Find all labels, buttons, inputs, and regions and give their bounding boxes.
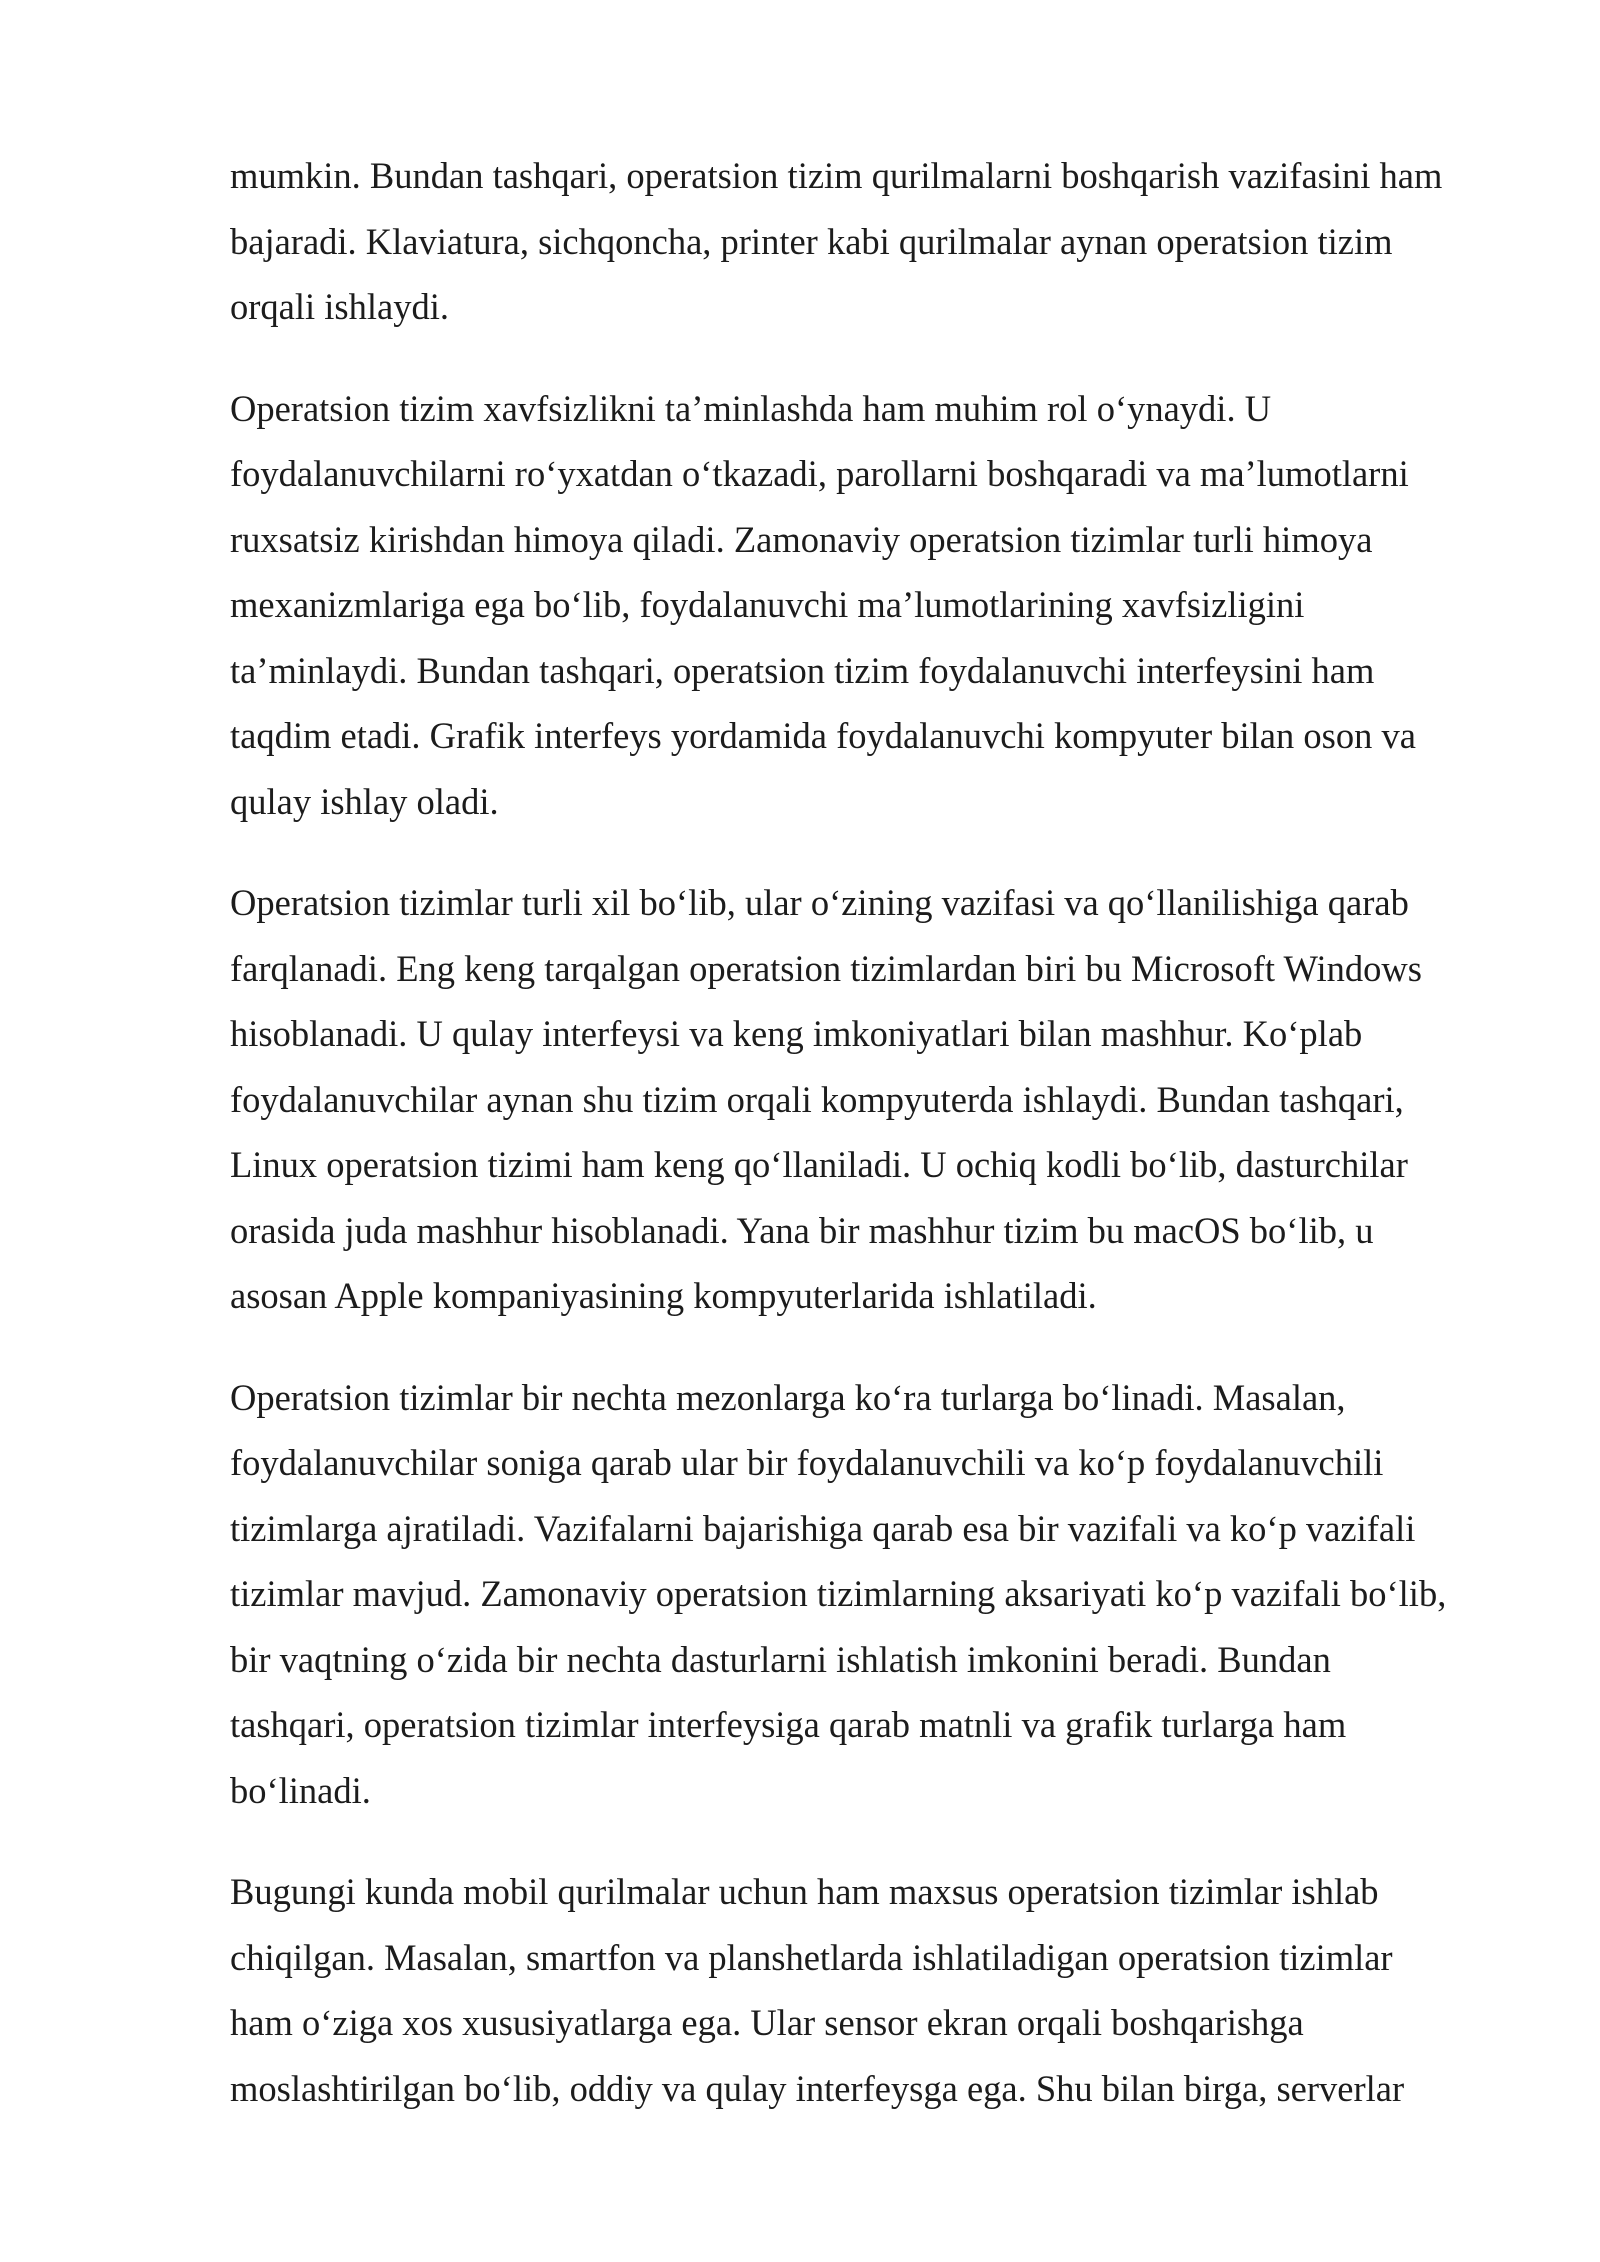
- paragraph-3: [230, 870, 1500, 1329]
- text-line: ta’minlaydi. Bundan tashqari, operatsion tizim foydalanuvchi interfeysini ham: [230, 649, 1375, 691]
- text-line: mumkin. Bundan tashqari, operatsion tizim qurilmalarni boshqarish vazifasini ham: [230, 155, 1443, 196]
- text-line: moslashtirilgan bo‘lib, oddiy va qulay interfeysga ega. Shu bilan birga, serverlar: [230, 2067, 1405, 2109]
- text-line: Linux operatsion tizimi ham keng qo‘llaniladi. U ochiq kodli bo‘lib, dasturchilar: [230, 1144, 1408, 1185]
- paragraph-4: [230, 1365, 1500, 1824]
- text-line: ruxsatsiz kirishdan himoya qiladi. Zamonaviy operatsion tizimlar turli himoya: [230, 518, 1373, 560]
- text-line: ham o‘ziga xos xususiyatlarga ega. Ular sensor ekran orqali boshqarishga: [230, 2002, 1304, 2043]
- text-line: foydalanuvchilar aynan shu tizim orqali kompyuterda ishlaydi. Bundan tashqari,: [230, 1078, 1404, 1120]
- text-line: qulay ishlay oladi.: [230, 780, 499, 822]
- text-line: taqdim etadi. Grafik interfeys yordamida foydalanuvchi kompyuter bilan oson va: [230, 715, 1416, 756]
- text-line: bo‘linadi.: [230, 1769, 371, 1811]
- text-line: foydalanuvchilar soniga qarab ular bir foydalanuvchili va ko‘p foydalanuvchili: [230, 1442, 1384, 1483]
- text-line: tizimlar mavjud. Zamonaviy operatsion tizimlarning aksariyati ko‘p vazifali bo‘lib,: [230, 1573, 1447, 1614]
- document-body: [230, 143, 1500, 2157]
- text-line: asosan Apple kompaniyasining kompyuterlarida ishlatiladi.: [230, 1275, 1097, 1316]
- text-line: tashqari, operatsion tizimlar interfeysiga qarab matnli va grafik turlarga ham: [230, 1704, 1347, 1745]
- text-line: Operatsion tizimlar bir nechta mezonlarga ko‘ra turlarga bo‘linadi. Masalan,: [230, 1376, 1346, 1418]
- text-line: mexanizmlariga ega bo‘lib, foydalanuvchi ma’lumotlarining xavfsizligini: [230, 584, 1305, 625]
- text-line: foydalanuvchilarni ro‘yxatdan o‘tkazadi, parollarni boshqaradi va ma’lumotlarni: [230, 453, 1409, 494]
- text-line: Operatsion tizim xavfsizlikni ta’minlashda ham muhim rol o‘ynaydi. U: [230, 387, 1272, 429]
- paragraph-5: [230, 1859, 1500, 2121]
- paragraph-2: [230, 376, 1500, 835]
- text-line: orqali ishlaydi.: [230, 286, 449, 327]
- text-line: tizimlarga ajratiladi. Vazifalarni bajarishiga qarab esa bir vazifali va ko‘p vazifali: [230, 1507, 1416, 1549]
- text-line: farqlanadi. Eng keng tarqalgan operatsion tizimlardan biri bu Microsoft Windows: [230, 947, 1422, 989]
- paragraph-1: [230, 143, 1500, 340]
- text-line: bir vaqtning o‘zida bir nechta dasturlarni ishlatish imkonini beradi. Bundan: [230, 1638, 1331, 1680]
- text-line: bajaradi. Klaviatura, sichqoncha, printer kabi qurilmalar aynan operatsion tizim: [230, 220, 1393, 262]
- text-line: orasida juda mashhur hisoblanadi. Yana bir mashhur tizim bu macOS bo‘lib, u: [230, 1209, 1374, 1251]
- text-line: chiqilgan. Masalan, smartfon va planshetlarda ishlatiladigan operatsion tizimlar: [230, 1936, 1393, 1978]
- text-line: hisoblanadi. U qulay interfeysi va keng imkoniyatlari bilan mashhur. Ko‘plab: [230, 1013, 1363, 1054]
- text-line: Operatsion tizimlar turli xil bo‘lib, ular o‘zining vazifasi va qo‘llanilishiga qarab: [230, 882, 1409, 923]
- text-line: Bugungi kunda mobil qurilmalar uchun ham maxsus operatsion tizimlar ishlab: [230, 1871, 1379, 1912]
